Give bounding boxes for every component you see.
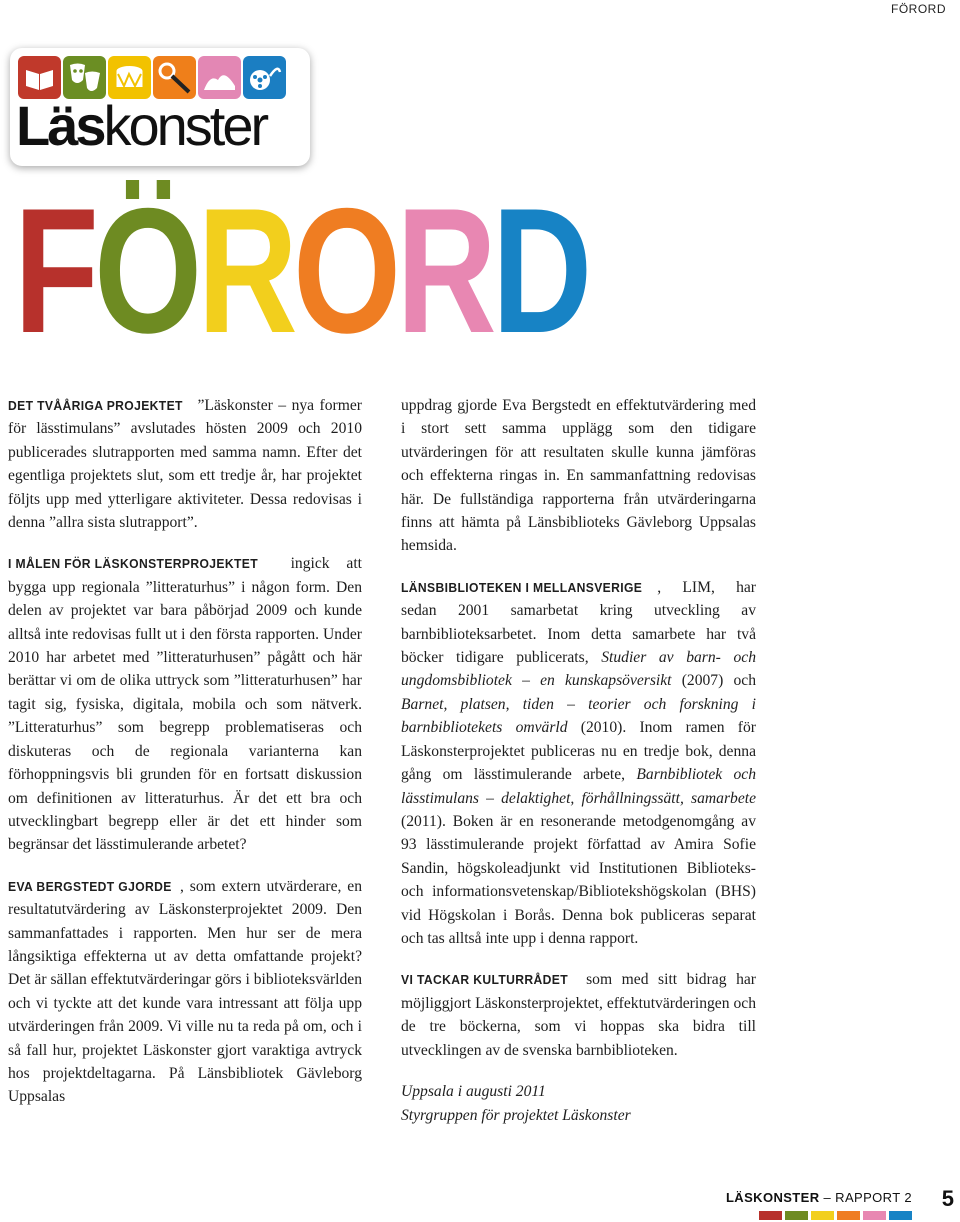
page-number: 5 [941,1186,954,1211]
paragraph: DET TVÅÅRIGA PROJEKTET ”Läskonster – nya former för lässtimulans” avslutades hösten 2009 och 2010 publicerades slutrapporten med samma namn. Efter det egentliga projektets slut, som ett tredje år, har projektet följts upp med ytterligare aktiviteter. Dessa redovisas i denna ”allra sista slutrapport”. [8,397,362,532]
title-letter: Ö [94,171,198,370]
book-icon [18,56,61,99]
title-letter: O [293,171,397,370]
logo-wordmark: Läskonster [16,94,267,157]
paragraph: LÄNSBIBLIOTEKEN I MELLANSVERIGE , LIM, har sedan 2001 samarbetat kring utveckling av barnbiblioteksarbetet. Inom detta samarbete har två böcker tidigare publicerats, Studier av barn- och ungdomsbibliotek – en kunskapsöversikt (2007) och Barnet, platsen, tiden – teorier och forskning i barnbibliotekets omvärld (2010). Inom ramen för Läskonsterprojektet publiceras nu en tredje bok, denna gång om lässtimulerande arbete, Barnbibliotek och lässtimulans – delaktighet, förhållningssätt, samarbete (2011). Boken är en resonerande metodgenomgång av 93 lässtimulerande projekt författad av Amira Sofie Sandin, högskoleadjunkt vid Institutionen Biblioteks- och informationsvetenskap/Bibliotekshögskolan (BHS) vid Högskolan i Borås. Denna bok publiceras separat och tas alltså inte upp i denna rapport. [401,578,756,947]
footer-label: LÄSKONSTER – RAPPORT 2 [725,1190,912,1205]
footer-color-swatch [863,1211,886,1220]
footer-color-bar [759,1211,912,1220]
title-letter: D [491,171,588,370]
theater-masks-icon [63,56,106,99]
title-letter: F [14,171,95,370]
brush-icon [153,56,196,99]
paragraph: VI TACKAR KULTURRÅDET som med sitt bidrag har möjliggjort Läskonsterprojektet, effektutvärderingen och de tre böckerna, som vi hoppas ska bidra till utvecklingen av de svenska barnbiblioteken. [401,971,756,1059]
paragraph: uppdrag gjorde Eva Bergstedt en effektutvärdering med i stort sett samma upplägg som den tidigare utvärderingen för att resultaten skulle kunna jämföras och effekterna ringas in. En sammanfattning redovisas här. De fullständiga rapporterna från utvärderingarna finns att hämta på Länsbiblioteks Gävleborg Uppsalas hemsida. [401,397,756,555]
paragraph: I MÅLEN FÖR LÄSKONSTERPROJEKTET ingick att bygga upp regionala ”litteraturhus” i någon form. Den delen av projektet var bara påbörjad 2009 och kunde alltså inte redovisas fullt ut i den första rapporten. Under 2010 har arbetet med ”litteraturhusen” pågått och här berättar vi om de olika uttryck som ”litteraturhusen” har tagit sig, fysiska, digitala, mobila och som nätverk. ”Litteraturhus” som begrepp problematiseras och diskuteras och de regionala varianterna kan förhoppningsvis bli grunden för en fortsatt diskussion om definitionen av litteraturhus. Är det ett bra och utvecklingbart begrepp eller är det ett hinder som begränsar det lässtimulerande arbetet? [8,555,362,854]
title-letter: R [197,171,294,370]
dance-icon [198,56,241,99]
footer-color-swatch [811,1211,834,1220]
footer-color-swatch [889,1211,912,1220]
paragraph: EVA BERGSTEDT GJORDE , som extern utvärderare, en resultatutvärdering av Läskonsterprojektet 2009. Den sammanfattades i rapporten. Men hur ser de mera långsiktiga effekterna ut av detta omfattande projekt? Det är sällan effektutvärderingar görs i biblioteksvärlden och vi tyckte att det kunde vara intressant att följa upp utvärderingen från 2009. Vi ville nu ta reda på om, och i så fall hur, projektet Läskonster gjort varaktiga avtryck hos projektdeltagarna. På Länsbibliotek Gävleborg Uppsalas [8,877,362,1106]
signature-signer: Styrgruppen för projektet Läskonster [401,1106,631,1124]
footer-color-swatch [785,1211,808,1220]
right-column [401,394,756,1128]
running-head: FÖRORD [891,2,946,16]
page-title [14,171,588,370]
laskonster-logo [10,48,310,166]
title-letter: R [396,171,492,370]
film-reel-icon [243,56,286,99]
signature-place-date: Uppsala i augusti 2011 [401,1082,546,1100]
left-column [8,394,362,1127]
signature [401,1080,756,1128]
footer-color-swatch [837,1211,860,1220]
logo-icon-row [18,56,286,99]
drum-icon [108,56,151,99]
footer-color-swatch [759,1211,782,1220]
